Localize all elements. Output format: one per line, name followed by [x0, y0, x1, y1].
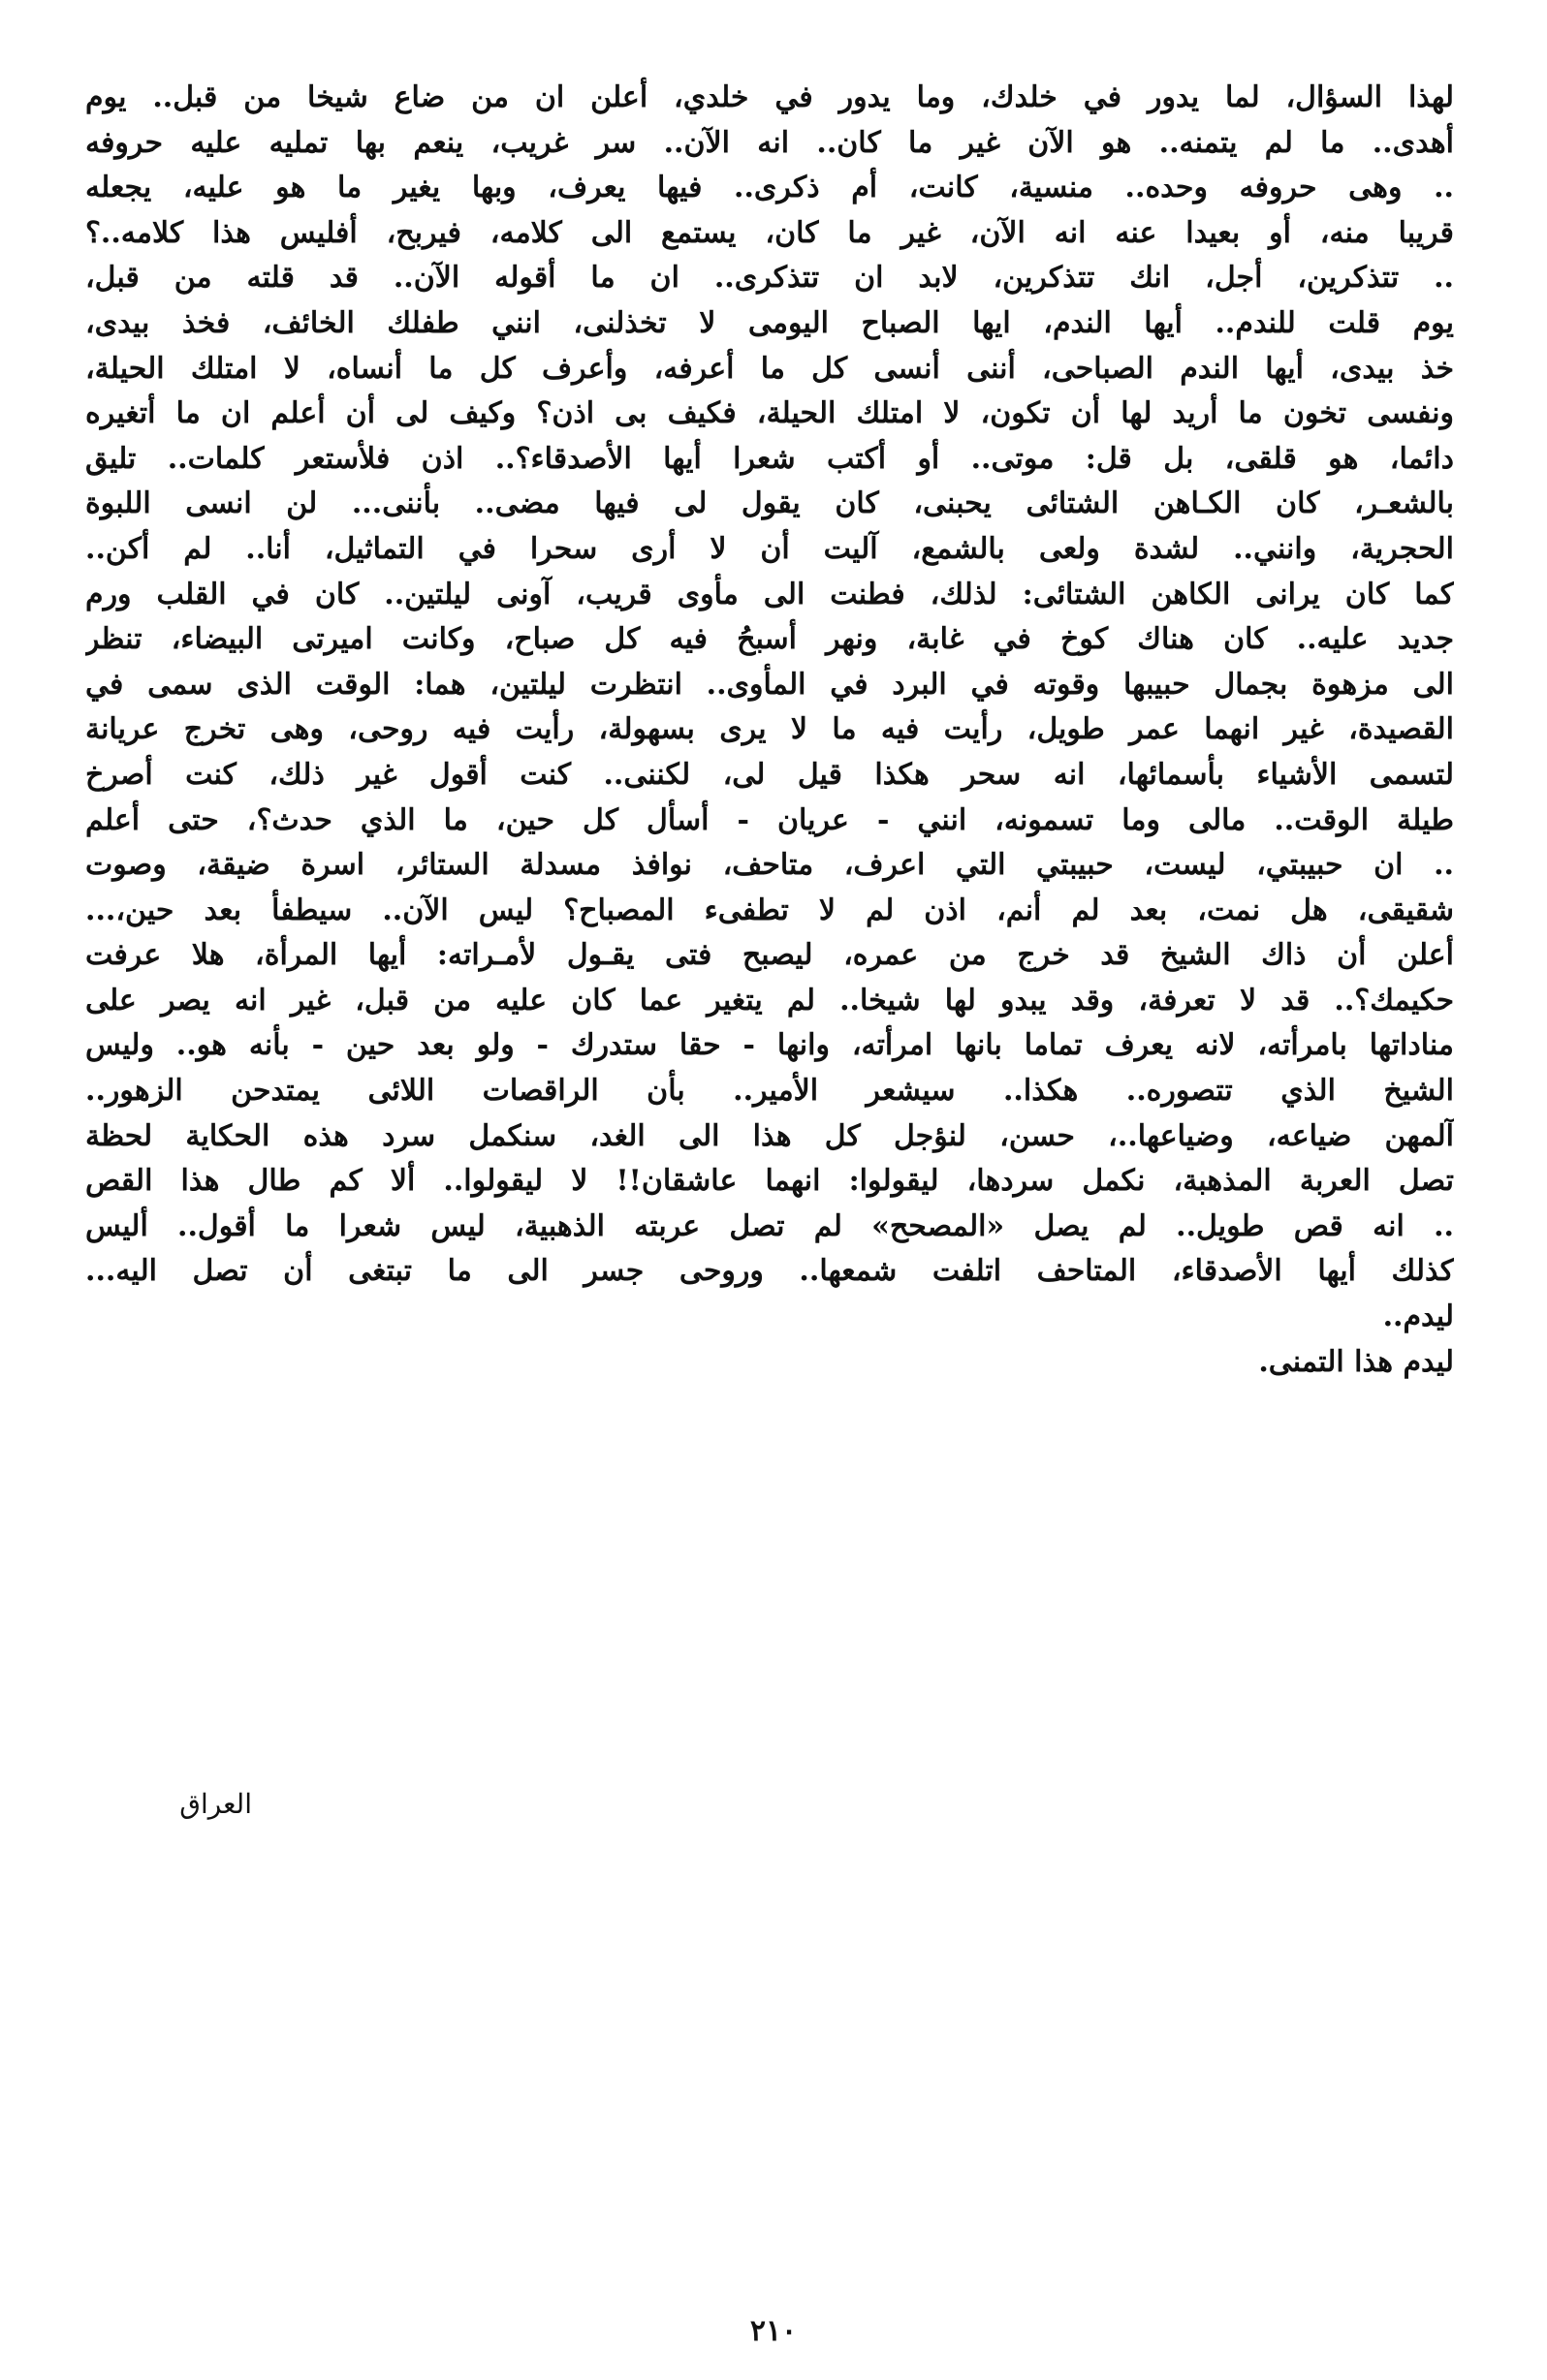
text-line: .. وهى حروفه وحده.. منسية، كانت، أم ذكرى.. فيها يعرف، وبها يغير ما هو عليه، يجعله: [85, 171, 1454, 205]
text-line: طيلة الوقت.. مالى وما تسمونه، انني - عريان - أسأل كل حين، ما الذي حدث؟، حتى أعلم: [85, 802, 1454, 837]
text-line: لهذا السؤال، لما يدور في خلدك، وما يدور في خلدي، أعلن ان من ضاع شيخا من قبل.. يوم: [85, 80, 1454, 114]
text-line: قريبا منه، أو بعيدا عنه انه الآن، غير ما كان، يستمع الى كلامه، فيربح، أفليس هذا كلامه..؟: [85, 215, 1454, 250]
text-line: .. انه قص طويل.. لم يصل «المصحح» لم تصل عربته الذهبية، ليس شعرا ما أقول.. أليس: [85, 1208, 1454, 1243]
text-line: كذلك أيها الأصدقاء، المتاحف اتلفت شمعها.. وروحى جسر الى ما تبتغى أن تصل اليه...: [85, 1254, 1454, 1289]
closing-line: ليدم هذا التمنى.: [1258, 1344, 1454, 1379]
text-line: القصيدة، غير انهما عمر طويل، رأيت فيه ما لا يرى بسهولة، رأيت فيه روحى، وهى تخرج عريانة: [85, 712, 1454, 747]
text-line: خذ بيدى، أيها الندم الصباحى، أننى أنسى كل ما أعرفه، وأعرف كل ما أنساه، لا امتلك الحيلة،: [85, 351, 1454, 386]
text-line: كما كان يرانى الكاهن الشتائى: لذلك، فطنت الى مأوى قريب، آونى ليلتين.. كان في القلب ورم: [85, 577, 1454, 611]
text-line: ونفسى تخون ما أريد لها أن تكون، لا امتلك الحيلة، فكيف بى اذن؟ وكيف لى أن أعلم ان ما أتغيره: [85, 396, 1454, 431]
text-line: الى مزهوة بجمال حبيبها وقوته في البرد في المأوى.. انتظرت ليلتين، هما: الوقت الذى سمى في: [85, 667, 1454, 702]
text-line: حكيمك؟.. قد لا تعرفة، وقد يبدو لها شيخا.. لم يتغير عما كان عليه من قبل، غير انه يصر على: [85, 983, 1454, 1018]
place-signature: العراق: [179, 1788, 252, 1820]
text-line: شقيقى، هل نمت، بعد لم أنم، اذن لم لا تطفىء المصباح؟ ليس الآن.. سيطفأ بعد حين،...: [85, 892, 1454, 927]
text-line: دائما، هو قلقى، بل قل: موتى.. أو أكتب شعرا أيها الأصدقاء؟.. اذن فلأستعر كلمات.. تليق: [85, 441, 1454, 476]
closing-line: ليدم..: [1382, 1300, 1454, 1334]
text-line: يوم قلت للندم.. أيها الندم، ايها الصباح اليومى لا تخذلنى، انني طفلك الخائف، فخذ بيدى،: [85, 305, 1454, 340]
text-line: تصل العربة المذهبة، نكمل سردها، ليقولوا: انهما عاشقان!! لا ليقولوا.. ألا كم طال هذا القص: [85, 1164, 1454, 1199]
page-number: ٢١٠: [749, 2314, 798, 2348]
text-line: .. ان حبيبتي، ليست، حبيبتي التي اعرف، متاحف، نوافذ مسدلة الستائر، اسرة ضيقة، وصوت: [85, 848, 1454, 883]
text-line: أهدى.. ما لم يتمنه.. هو الآن غير ما كان.. انه الآن.. سر غريب، ينعم بها تمليه عليه حروفه: [85, 125, 1454, 160]
text-line: جديد عليه.. كان هناك كوخ في غابة، ونهر أسبحُ فيه كل صباح، وكانت اميرتى البيضاء، تنظر: [85, 622, 1454, 657]
text-line: .. تتذكرين، أجل، انك تتذكرين، لابد ان تتذكرى.. ان ما أقوله الآن.. قد قلته من قبل،: [85, 261, 1454, 296]
text-line: الشيخ الذي تتصوره.. هكذا.. سيشعر الأمير.. بأن الراقصات اللائى يمتدحن الزهور..: [85, 1074, 1454, 1109]
text-line: الحجرية، وانني.. لشدة ولعى بالشمع، آليت أن لا أرى سحرا في التماثيل، أنا.. لم أكن..: [85, 531, 1454, 566]
text-line: آلمهن ضياعه، وضياعها..، حسن، لنؤجل كل هذا الى الغد، سنكمل سرد هذه الحكاية لحظة: [85, 1118, 1454, 1153]
body-text: [85, 76, 1454, 1385]
text-line: مناداتها بامرأته، لانه يعرف تماما بانها امرأته، وانها - حقا ستدرك - ولو بعد حين - بأنه هو.. وليس: [85, 1028, 1454, 1063]
text-line: بالشعـر، كان الكـاهن الشتائى يحبنى، كان يقول لى فيها مضى.. بأننى... لن انسى اللبوة: [85, 486, 1454, 521]
text-line: لتسمى الأشياء بأسمائها، انه سحر هكذا قيل لى، لكننى.. كنت أقول غير ذلك، كنت أصرخ: [85, 757, 1454, 792]
text-line: أعلن أن ذاك الشيخ قد خرج من عمره، ليصبح فتى يقـول لأمـراته: أيها المرأة، هلا عرفت: [85, 938, 1454, 973]
